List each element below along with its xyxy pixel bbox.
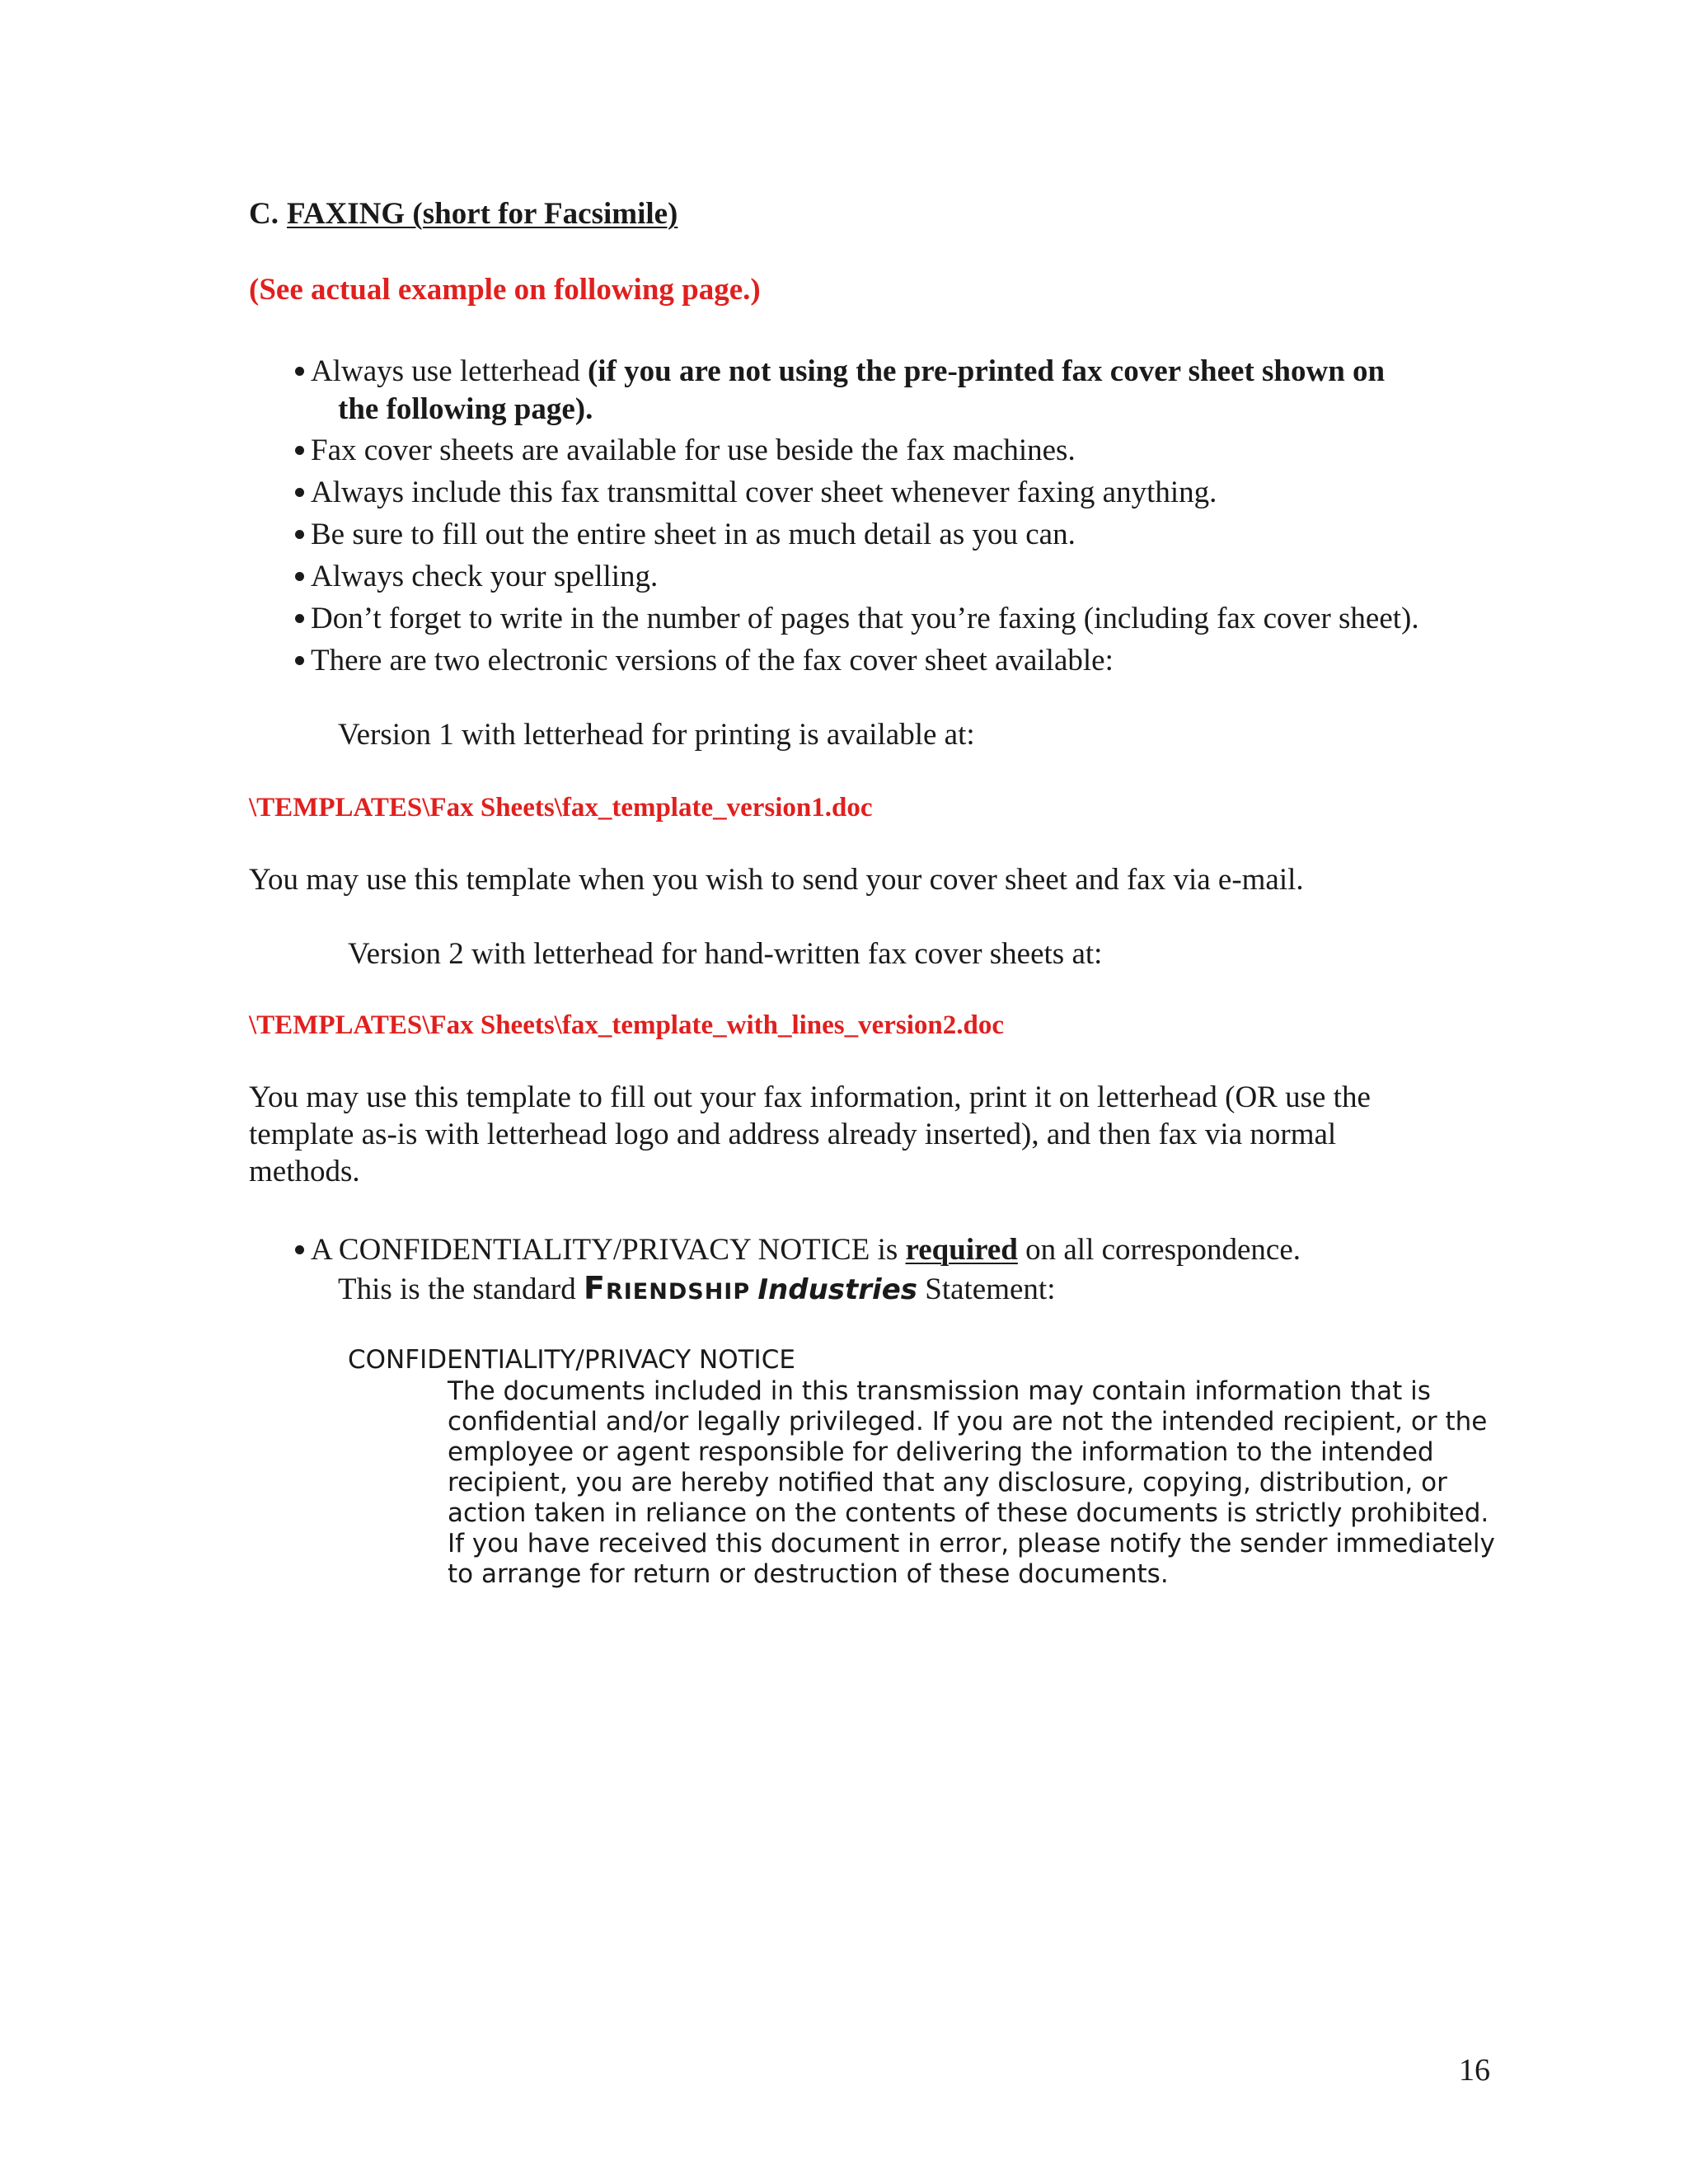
version1-note: You may use this template when you wish to send your cover sheet and fax via e-mail. xyxy=(249,863,1304,897)
bullet-icon xyxy=(295,572,304,581)
section-heading xyxy=(249,196,678,232)
version1-path[interactable]: \TEMPLATES\Fax Sheets\fax_template_version1.doc xyxy=(249,793,873,823)
list-item-confidentiality: A CONFIDENTIALITY/PRIVACY NOTICE is required on all correspondence. xyxy=(295,1231,1301,1269)
list-item-continuation: the following page). xyxy=(338,392,593,426)
bullet-icon xyxy=(295,446,304,455)
version2-path[interactable]: \TEMPLATES\Fax Sheets\fax_template_with_lines_version2.doc xyxy=(249,1010,1005,1040)
notice-line: confidential and/or legally privileged. If you are not the intended recipient, or the xyxy=(448,1407,1488,1436)
version2-note-line: You may use this template to fill out your fax information, print it on letterhead (OR use the xyxy=(249,1080,1371,1114)
version2-note-line: methods. xyxy=(249,1155,360,1188)
bullet-icon xyxy=(295,656,304,665)
confidentiality-statement-line: This is the standard Friendship Industries Statement: xyxy=(338,1270,1056,1306)
bullet-icon xyxy=(295,367,304,376)
bullet-icon xyxy=(295,1245,304,1254)
see-example-note: (See actual example on following page.) xyxy=(249,273,761,307)
version2-note-line: template as-is with letterhead logo and address already inserted), and then fax via normal xyxy=(249,1118,1337,1151)
bullet-icon xyxy=(295,614,304,623)
notice-line: If you have received this document in error, please notify the sender immediately xyxy=(448,1529,1495,1558)
bullet-icon xyxy=(295,530,304,539)
brand-friendship: Friendship xyxy=(584,1270,751,1306)
notice-title: CONFIDENTIALITY/PRIVACY NOTICE xyxy=(348,1345,795,1375)
notice-line: employee or agent responsible for delivering the information to the intended xyxy=(448,1437,1434,1467)
list-item: Be sure to fill out the entire sheet in as much detail as you can. xyxy=(295,516,1076,554)
version1-label: Version 1 with letterhead for printing is available at: xyxy=(338,718,975,752)
section-prefix: C. xyxy=(249,197,279,231)
notice-line: to arrange for return or destruction of these documents. xyxy=(448,1559,1169,1589)
list-item: Always check your spelling. xyxy=(295,558,658,596)
list-item: Don’t forget to write in the number of pages that you’re faxing (including fax cover sheet). xyxy=(295,600,1419,638)
list-item: Always include this fax transmittal cover sheet whenever faxing anything. xyxy=(295,474,1217,512)
required-emphasis: required xyxy=(905,1233,1018,1267)
list-item: Fax cover sheets are available for use beside the fax machines. xyxy=(295,432,1076,470)
notice-line: recipient, you are hereby notified that any disclosure, copying, distribution, or xyxy=(448,1468,1447,1497)
brand-industries: Industries xyxy=(757,1273,917,1306)
version2-label: Version 2 with letterhead for hand-written fax cover sheets at: xyxy=(348,937,1103,971)
list-item: There are two electronic versions of the fax cover sheet available: xyxy=(295,642,1114,680)
section-title: FAXING (short for Facsimile) xyxy=(286,197,678,231)
page-number: 16 xyxy=(1459,2053,1490,2088)
bullet-icon xyxy=(295,488,304,497)
notice-line: The documents included in this transmission may contain information that is xyxy=(448,1376,1431,1406)
list-item: Always use letterhead (if you are not using the pre-printed fax cover sheet shown on xyxy=(295,353,1385,391)
notice-line: action taken in reliance on the contents of these documents is strictly prohibited. xyxy=(448,1498,1489,1528)
